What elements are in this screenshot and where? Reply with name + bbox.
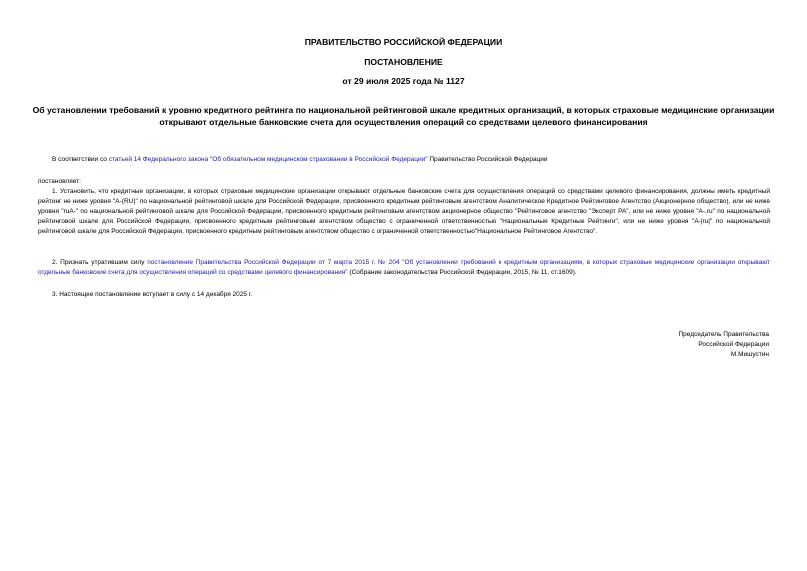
item-2-text: 2. Признать утратившим силу: [52, 259, 148, 266]
government-heading: ПРАВИТЕЛЬСТВО РОССИЙСКОЙ ФЕДЕРАЦИИ: [304, 37, 503, 47]
resolves-word: постановляет:: [38, 178, 81, 185]
document-date-number: от 29 июля 2025 года № 1127: [342, 76, 465, 86]
preamble-text-end: Правительство Российской Федерации: [427, 156, 548, 163]
document-title: Об установлении требований к уровню кредитного рейтинга по национальной рейтинговой шкале кредитных организаций, в которых страховые медицинские организации открывают отдельные банковские счета для осуществления операций со средствами целевого финансирования: [32, 105, 775, 127]
signature-block: [569, 330, 769, 360]
resolution-link[interactable]: постановление Правительства Российской Федерации от 7 марта 2015 г. № 204 "Об установлении требований к кредитным организациям, в которых страховые медицинские организации открывают отдельные банковские счета для осуществления операций со средствами целевого финансирования": [38, 259, 770, 276]
signature-name: М.Мишустин: [730, 351, 769, 358]
signature-country: Российской Федерации: [698, 341, 769, 348]
item-1: 1. Установить, что кредитные организации, в которых страховые медицинские организации открывают отдельные банковские счета для осуществления операций со средствами целевого финансирования, должны иметь кредитный рейтинг не ниже уровня "A-(RU)" по национальной рейтинговой шкале для Российской Федерации, присвоенного кредитным рейтинговым агентством Аналитическое Кредитное Рейтинговое Агентство (Акционерное общество), или не ниже уровня "ruA-" по национальной рейтинговой шкале для Российской Федерации, присвоенного кредитным рейтинговым агентством акционерное общество "Рейтинговое агентство "Эксперт РА", или не ниже уровня "A-.ru" по национальной рейтинговой шкале для Российской Федерации, присвоенного кредитным рейтинговым агентством общество с ограниченной ответственностью "Национальные Кредитные Рейтинги", или не ниже уровня "A-|ru|" по национальной рейтинговой шкале для Российской Федерации, присвоенного кредитным рейтинговым агентством общество с ограниченной ответственностью"Национальное Рейтинговое Агентство".: [38, 188, 770, 235]
law-link[interactable]: статьей 14 Федерального закона "Об обязательном медицинском страховании в Российской Федерации": [108, 156, 428, 163]
item-2-text-end: (Собрание законодательства Российской Федерации, 2015, № 11, ст.1609).: [347, 269, 577, 276]
preamble: [38, 155, 773, 165]
item-3: 3. Настоящее постановление вступает в силу с 14 декабря 2025 г.: [52, 291, 253, 298]
signature-position: Председатель Правительства: [678, 331, 769, 338]
document-type: ПОСТАНОВЛЕНИЕ: [364, 57, 443, 67]
preamble-text: В соответствии со: [52, 156, 109, 163]
item-2: [38, 258, 770, 278]
